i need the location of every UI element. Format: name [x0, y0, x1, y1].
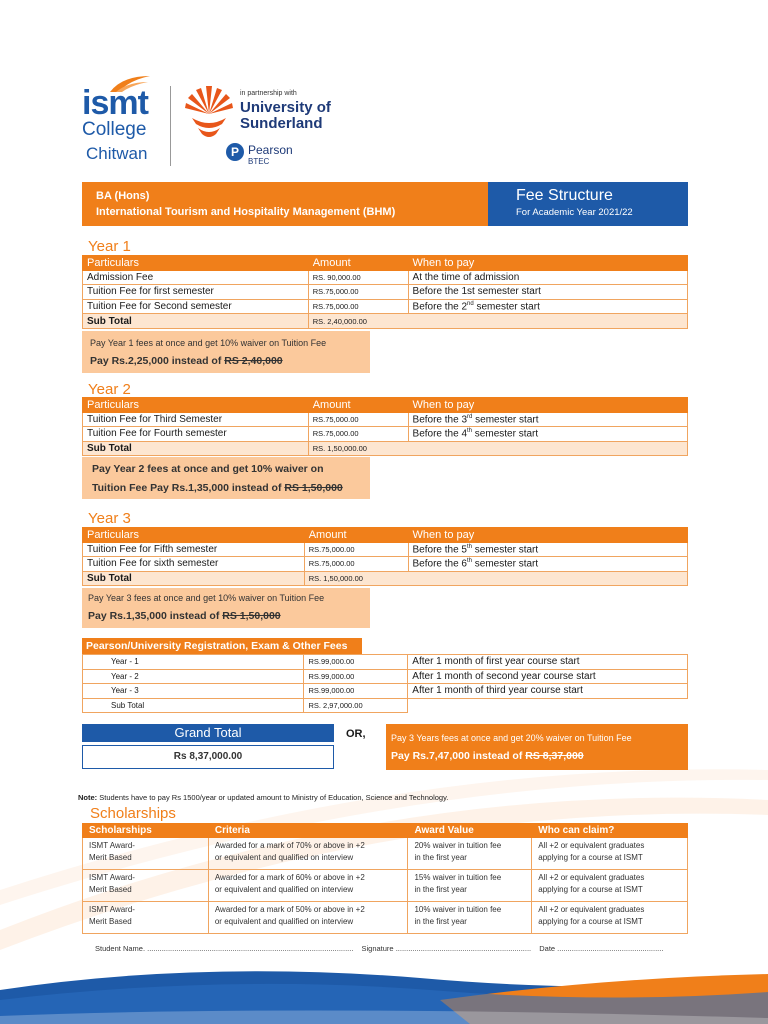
amount: RS.75,000.00 — [308, 285, 408, 300]
criteria — [208, 870, 408, 902]
year2-waiver-pay — [92, 482, 343, 494]
reg-year: Year - 3 — [83, 684, 304, 699]
scholarship-name — [83, 870, 209, 902]
criteria — [208, 902, 408, 934]
pearson-logo-icon: P — [226, 143, 244, 161]
waiver-old-price: RS 1,50,000 — [222, 610, 281, 622]
subtotal-label: Sub Total — [83, 571, 305, 586]
cell-line: ISMT Award- — [89, 905, 135, 914]
amount: RS.75,000.00 — [304, 557, 408, 572]
when-to-pay: Before the 1st semester start — [408, 285, 687, 300]
who-can-claim — [532, 870, 688, 902]
col-particulars: Particulars — [83, 528, 305, 543]
when-text: Before the 3 — [412, 414, 468, 426]
ismt-logo-campus: Chitwan — [86, 144, 148, 163]
offer-pay-text: Pay Rs.7,47,000 instead of — [391, 750, 523, 762]
logo-divider — [170, 86, 171, 166]
registration-heading: Pearson/University Registration, Exam & Other Fees — [82, 638, 362, 654]
col-criteria: Criteria — [208, 824, 408, 838]
cell-line: or equivalent and qualified on interview — [214, 853, 354, 862]
reg-subtotal-label: Sub Total — [83, 698, 304, 713]
program-name: International Tourism and Hospitality Management (BHM) — [96, 206, 396, 218]
reg-amount: RS.99,000.00 — [304, 684, 408, 699]
when-text: Before the 2 — [412, 301, 468, 313]
reg-when: After 1 month of second year course start — [408, 669, 688, 684]
grand-total-label: Grand Total — [82, 724, 334, 742]
col-scholarships: Scholarships — [83, 824, 209, 838]
subtotal-amount: RS. 1,50,000.00 — [304, 571, 687, 586]
when-text: semester start — [472, 544, 539, 556]
signature-field[interactable]: Signature ................................................................. — [361, 944, 532, 953]
when-to-pay — [408, 542, 687, 557]
date-field[interactable]: Date ................................................... — [539, 944, 664, 953]
table-row — [83, 270, 688, 285]
col-when: When to pay — [408, 528, 687, 543]
table-row — [83, 299, 688, 314]
particular: Tuition Fee for Fourth semester — [83, 427, 309, 442]
col-amount: Amount — [304, 528, 408, 543]
particular: Tuition Fee for first semester — [83, 285, 309, 300]
program-degree: BA (Hons) — [96, 190, 150, 202]
cell-line: 15% waiver in tuition fee — [414, 873, 502, 882]
scholarship-name — [83, 838, 209, 870]
table-row — [83, 557, 688, 572]
empty-cell — [408, 698, 688, 713]
cell-line: Awarded for a mark of 60% or above in +2 — [214, 873, 365, 882]
subtotal-row — [83, 571, 688, 586]
table-row — [83, 902, 688, 934]
cell-line: applying for a course at ISMT — [538, 885, 643, 894]
scholarship-name — [83, 902, 209, 934]
particular: Tuition Fee for Fifth semester — [83, 542, 305, 557]
when-text: Before the 6 — [412, 558, 467, 570]
note — [78, 793, 448, 802]
when-to-pay: At the time of admission — [408, 270, 687, 285]
when-sup: nd — [467, 300, 474, 307]
col-when: When to pay — [408, 256, 687, 271]
when-text: Before the 5 — [412, 544, 467, 556]
table-row — [83, 427, 688, 442]
table-row — [83, 285, 688, 300]
cell-line: or equivalent and qualified on interview — [214, 885, 354, 894]
three-year-offer-text: Pay 3 Years fees at once and get 20% waiver on Tuition Fee — [391, 733, 632, 743]
col-amount: Amount — [308, 398, 408, 413]
student-name-field[interactable]: Student Name. ................................................................................................... — [95, 944, 354, 953]
amount: RS.75,000.00 — [308, 299, 408, 314]
cell-line: or equivalent and qualified on interview — [214, 917, 354, 926]
scholarships-table — [82, 823, 688, 934]
when-sup: th — [467, 558, 473, 565]
reg-when: After 1 month of third year course start — [408, 684, 688, 699]
when-to-pay — [408, 557, 687, 572]
sunderland-logo-icon — [184, 84, 234, 142]
year1-heading: Year 1 — [88, 238, 131, 255]
waiver-pay-text: Pay Rs.2,25,000 instead of — [90, 355, 222, 367]
grand-total-amount: Rs 8,37,000.00 — [82, 745, 334, 769]
subtotal-row — [83, 441, 688, 456]
subtotal-amount: RS. 2,40,000.00 — [308, 314, 687, 329]
when-to-pay — [408, 427, 687, 442]
amount: RS.75,000.00 — [304, 542, 408, 557]
table-row — [83, 412, 688, 427]
waiver-old-price: RS 2,40,000 — [224, 355, 283, 367]
cell-line: Awarded for a mark of 50% or above in +2 — [214, 905, 365, 914]
year1-fee-table — [82, 255, 688, 329]
col-when: When to pay — [408, 398, 687, 413]
year3-heading: Year 3 — [88, 510, 131, 527]
three-year-offer-box — [386, 724, 688, 770]
award-value — [408, 870, 532, 902]
table-row — [83, 838, 688, 870]
table-row — [83, 669, 688, 684]
year2-waiver-text: Pay Year 2 fees at once and get 10% waiver on — [92, 463, 324, 475]
amount: RS. 90,000.00 — [308, 270, 408, 285]
signature-line — [95, 944, 663, 953]
reg-amount: RS.99,000.00 — [304, 669, 408, 684]
reg-year: Year - 1 — [83, 655, 304, 670]
who-can-claim — [532, 838, 688, 870]
cell-line: in the first year — [414, 853, 467, 862]
particular: Tuition Fee for Third Semester — [83, 412, 309, 427]
academic-year: For Academic Year 2021/22 — [516, 207, 633, 218]
year3-fee-table — [82, 527, 688, 586]
particular: Admission Fee — [83, 270, 309, 285]
or-text: OR, — [346, 728, 366, 740]
reg-when: After 1 month of first year course start — [408, 655, 688, 670]
reg-subtotal-amount: RS. 2,97,000.00 — [304, 698, 408, 713]
offer-old-price: RS 8,37,000 — [525, 750, 584, 762]
when-sup: th — [467, 543, 473, 550]
reg-amount: RS.99,000.00 — [304, 655, 408, 670]
when-sup: th — [467, 428, 473, 435]
pearson-btec: BTEC — [248, 157, 270, 166]
table-row — [83, 870, 688, 902]
subtotal-amount: RS. 1,50,000.00 — [308, 441, 687, 456]
university-name-line2: Sunderland — [240, 115, 323, 132]
cell-line: All +2 or equivalent graduates — [538, 905, 645, 914]
table-row — [83, 655, 688, 670]
col-award-value: Award Value — [408, 824, 532, 838]
cell-line: Merit Based — [89, 885, 132, 894]
col-particulars: Particulars — [83, 398, 309, 413]
when-text: semester start — [473, 301, 540, 313]
waiver-pay-text: Pay Rs.1,35,000 instead of — [88, 610, 220, 622]
when-to-pay — [408, 412, 687, 427]
ismt-logo-word: ismt — [82, 84, 148, 122]
partnership-text: in partnership with — [240, 90, 297, 97]
university-name — [240, 100, 331, 132]
table-header-row — [83, 398, 688, 413]
cell-line: Merit Based — [89, 917, 132, 926]
col-amount: Amount — [308, 256, 408, 271]
cell-line: in the first year — [414, 885, 467, 894]
table-header-row — [83, 528, 688, 543]
note-text: Students have to pay Rs 1500/year or updated amount to Ministry of Education, Science and Technology. — [97, 793, 449, 802]
three-year-offer-pay — [391, 750, 584, 762]
when-text: Before the 4 — [412, 428, 468, 440]
registration-fee-table — [82, 654, 688, 713]
criteria — [208, 838, 408, 870]
col-who-can-claim: Who can claim? — [532, 824, 688, 838]
year3-waiver-pay — [88, 610, 281, 622]
fee-structure-title: Fee Structure — [516, 187, 613, 204]
cell-line: Awarded for a mark of 70% or above in +2 — [214, 841, 365, 850]
ismt-logo-college: College — [82, 119, 147, 140]
subtotal-label: Sub Total — [83, 314, 309, 329]
cell-line: ISMT Award- — [89, 841, 135, 850]
year1-waiver-text: Pay Year 1 fees at once and get 10% waiver on Tuition Fee — [90, 338, 327, 348]
university-name-line1: University of — [240, 99, 331, 116]
who-can-claim — [532, 902, 688, 934]
cell-line: All +2 or equivalent graduates — [538, 841, 645, 850]
col-particulars: Particulars — [83, 256, 309, 271]
reg-year: Year - 2 — [83, 669, 304, 684]
cell-line: applying for a course at ISMT — [538, 853, 643, 862]
cell-line: applying for a course at ISMT — [538, 917, 643, 926]
year2-fee-table — [82, 397, 688, 456]
table-header-row — [83, 824, 688, 838]
amount: RS.75,000.00 — [308, 412, 408, 427]
when-sup: rd — [467, 413, 473, 420]
scholarships-heading: Scholarships — [90, 805, 176, 822]
note-label: Note: — [78, 793, 98, 802]
pearson-name: Pearson — [248, 143, 293, 157]
footer-wave — [0, 960, 768, 1024]
cell-line: Merit Based — [89, 853, 132, 862]
when-to-pay — [408, 299, 687, 314]
cell-line: 20% waiver in tuition fee — [414, 841, 502, 850]
year3-waiver-text: Pay Year 3 fees at once and get 10% waiver on Tuition Fee — [88, 593, 325, 603]
cell-line: ISMT Award- — [89, 873, 135, 882]
when-text: semester start — [472, 558, 539, 570]
program-banner — [82, 182, 488, 226]
award-value — [408, 838, 532, 870]
year2-heading: Year 2 — [88, 381, 131, 398]
cell-line: 10% waiver in tuition fee — [414, 905, 502, 914]
waiver-old-price: RS 1,50,000 — [284, 482, 343, 494]
waiver-pay-text: Tuition Fee Pay Rs.1,35,000 instead of — [92, 482, 282, 494]
cell-line: All +2 or equivalent graduates — [538, 873, 645, 882]
table-header-row — [83, 256, 688, 271]
cell-line: in the first year — [414, 917, 467, 926]
particular: Tuition Fee for sixth semester — [83, 557, 305, 572]
when-text: semester start — [472, 414, 539, 426]
table-row — [83, 684, 688, 699]
subtotal-row — [83, 314, 688, 329]
subtotal-label: Sub Total — [83, 441, 309, 456]
table-row — [83, 542, 688, 557]
award-value — [408, 902, 532, 934]
subtotal-row — [83, 698, 688, 713]
amount: RS.75,000.00 — [308, 427, 408, 442]
when-text: semester start — [472, 428, 539, 440]
particular: Tuition Fee for Second semester — [83, 299, 309, 314]
year1-waiver-pay — [90, 355, 283, 367]
